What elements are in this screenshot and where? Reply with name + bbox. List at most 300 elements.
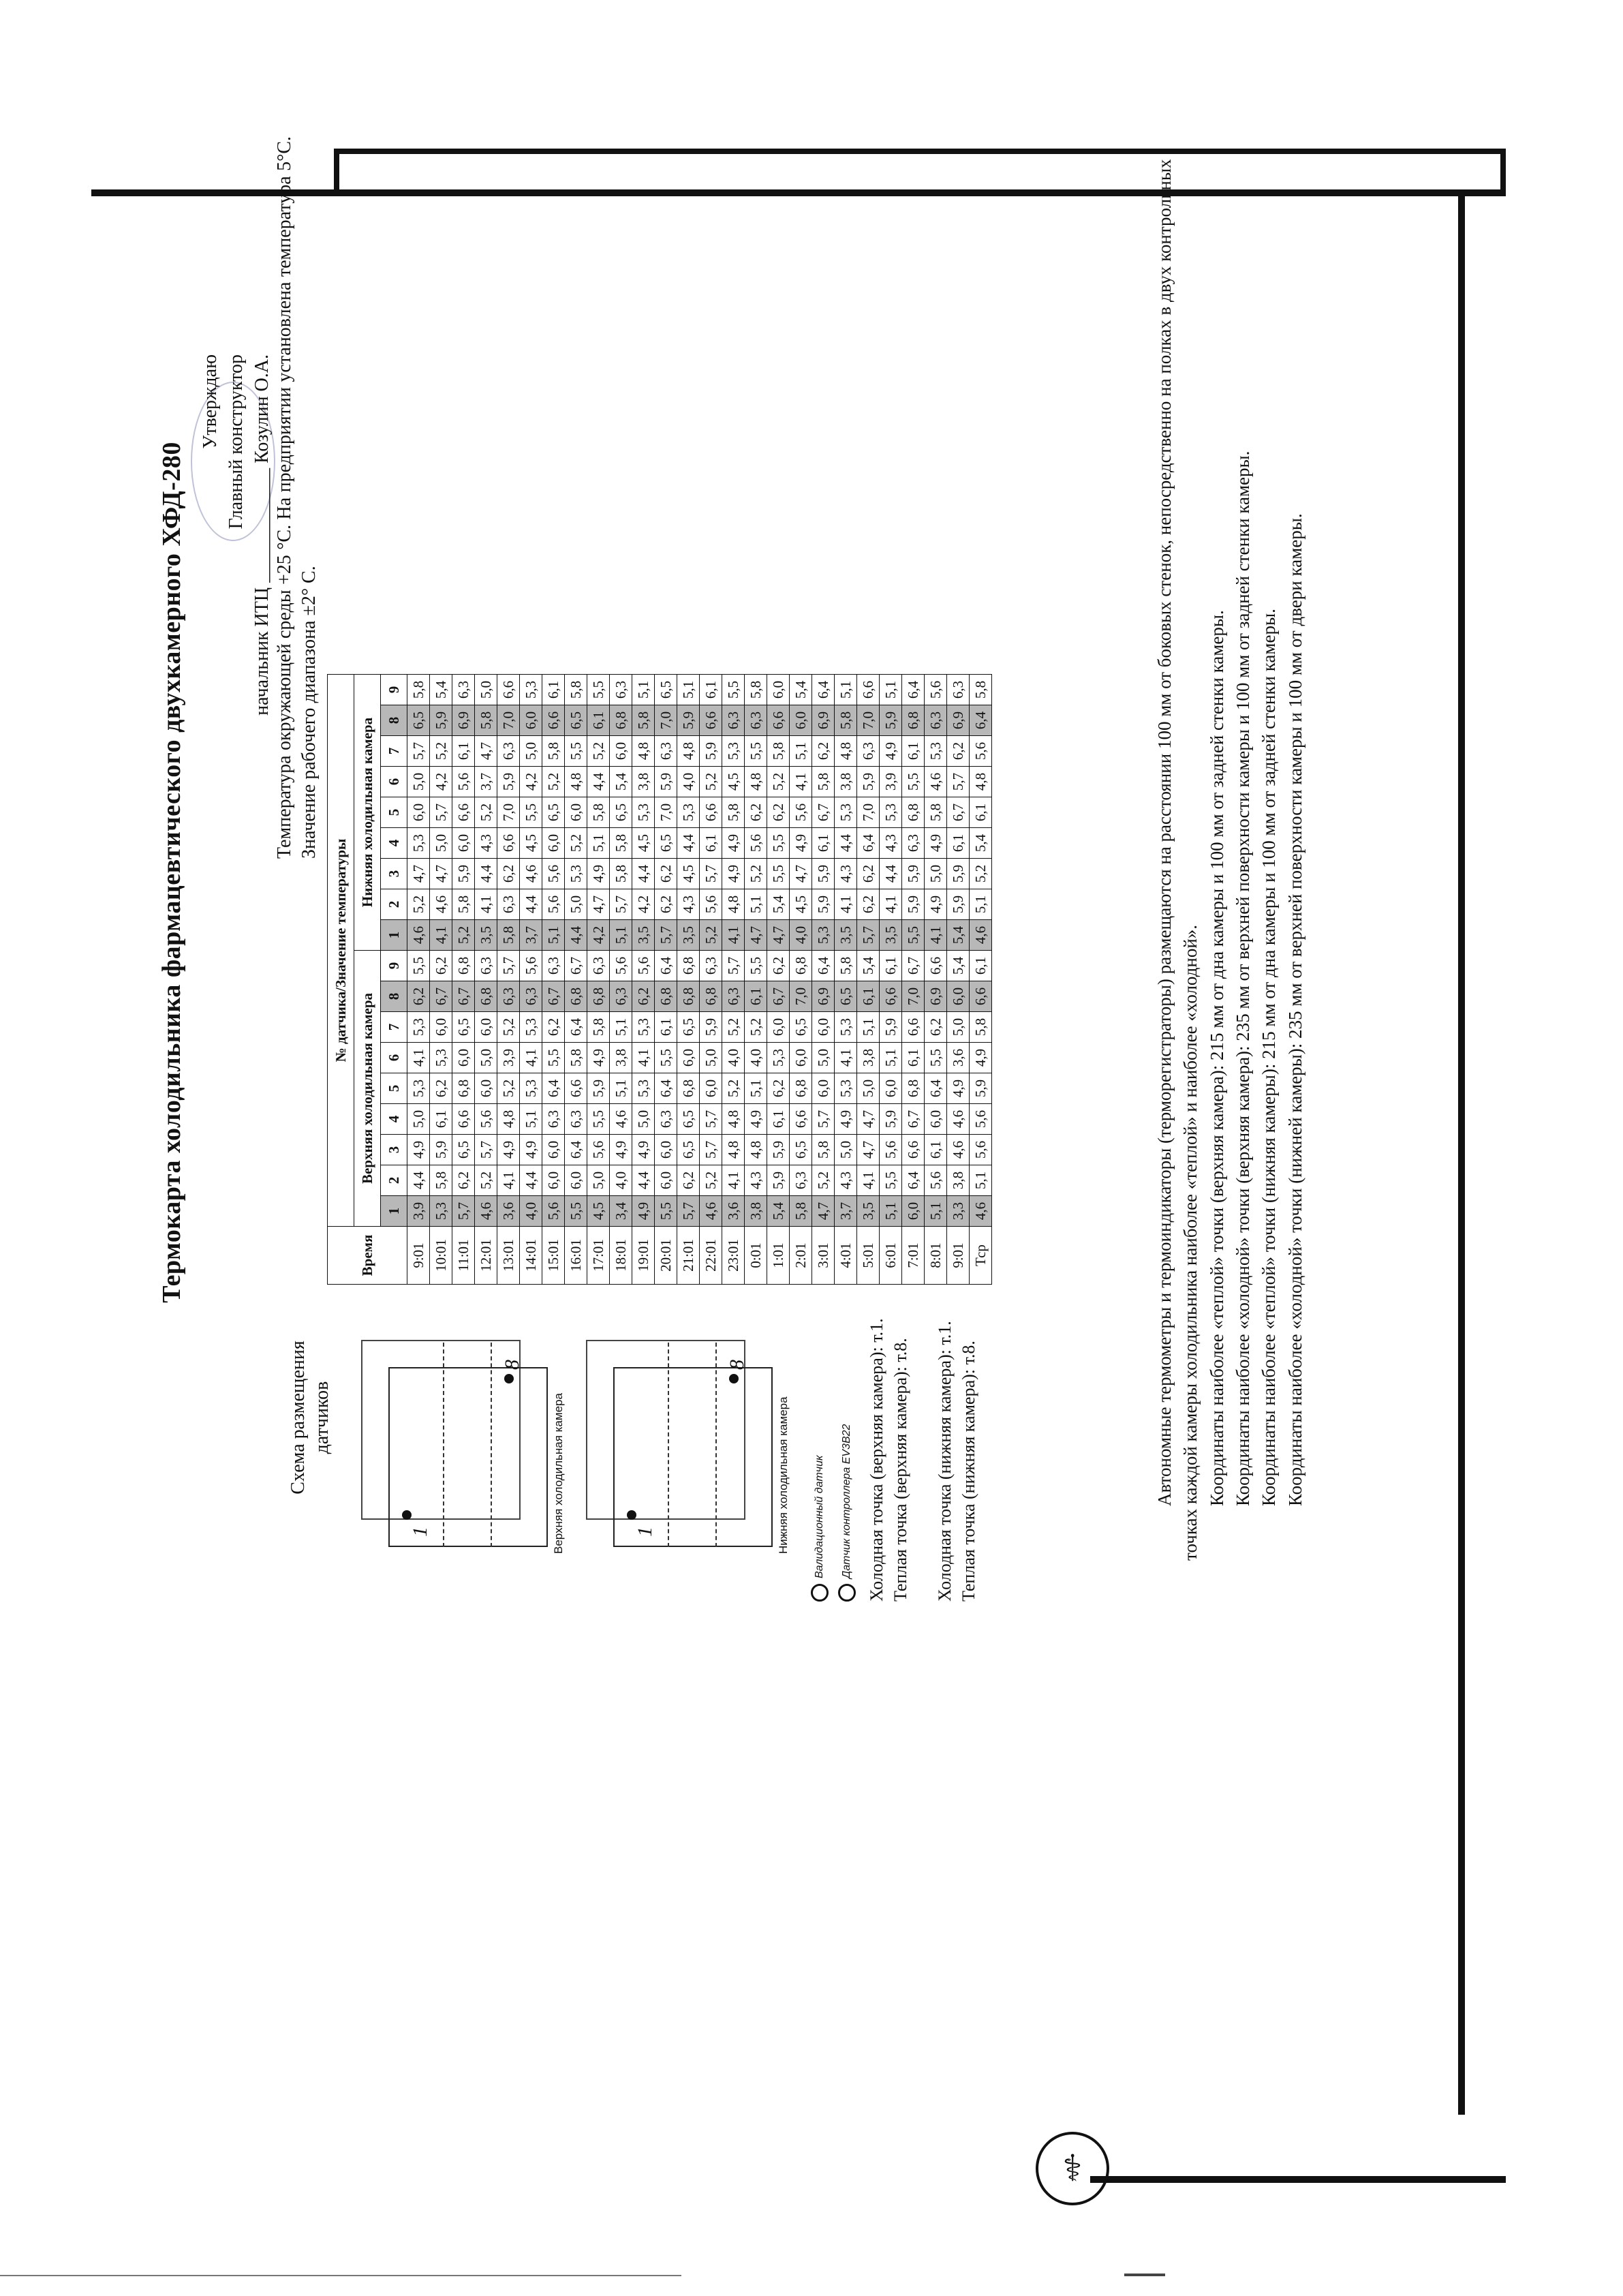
- sensor-number: 2: [381, 1165, 407, 1196]
- lower-temp-cell: 6,5: [655, 828, 677, 859]
- sensor-marker-8: 8: [501, 1360, 523, 1370]
- upper-temp-cell: 6,8: [677, 951, 700, 981]
- lower-temp-cell: 6,5: [407, 705, 430, 736]
- lower-temp-cell: 5,8: [812, 767, 835, 797]
- lower-temp-cell: 5,6: [925, 675, 947, 705]
- table-row: [722, 675, 745, 1285]
- lower-temp-cell: 5,2: [700, 920, 722, 951]
- lower-temp-cell: 6,1: [587, 705, 610, 736]
- lower-temp-cell: 5,8: [610, 828, 632, 859]
- lower-temp-cell: 5,8: [452, 889, 475, 920]
- upper-temp-cell: 6,1: [430, 1104, 452, 1135]
- table-row: [475, 675, 497, 1285]
- sensor-marker-8: 8: [726, 1360, 748, 1370]
- upper-temp-cell: 6,2: [632, 981, 655, 1012]
- upper-temp-cell: 6,2: [407, 981, 430, 1012]
- upper-temp-cell: 4,8: [745, 1135, 767, 1165]
- upper-temp-cell: 6,2: [767, 1073, 790, 1104]
- lower-temp-cell: 4,6: [430, 889, 452, 920]
- upper-temp-cell: 5,8: [970, 1012, 992, 1043]
- lower-temp-cell: 6,3: [655, 736, 677, 767]
- lower-temp-cell: 4,7: [430, 859, 452, 889]
- lower-temp-cell: 4,9: [587, 859, 610, 889]
- upper-temp-cell: 4,1: [407, 1043, 430, 1073]
- upper-temp-cell: 6,9: [812, 981, 835, 1012]
- upper-temp-cell: 6,0: [565, 1165, 587, 1196]
- lower-temp-cell: 5,7: [947, 767, 970, 797]
- upper-temp-cell: 4,1: [857, 1165, 880, 1196]
- lower-temp-cell: 4,0: [790, 920, 812, 951]
- lower-temp-cell: 4,6: [970, 920, 992, 951]
- lower-temp-cell: 3,8: [632, 767, 655, 797]
- upper-temp-cell: 4,4: [632, 1165, 655, 1196]
- lower-temp-cell: 4,2: [520, 767, 542, 797]
- lower-temp-cell: 4,1: [790, 767, 812, 797]
- upper-temp-cell: 4,0: [610, 1165, 632, 1196]
- upper-temp-cell: 4,9: [520, 1135, 542, 1165]
- lower-temp-cell: 5,1: [632, 675, 655, 705]
- table-row: [700, 675, 722, 1285]
- table-row: [947, 675, 970, 1285]
- lower-temp-cell: 4,8: [677, 736, 700, 767]
- lower-temp-cell: 6,4: [902, 675, 925, 705]
- lower-temp-cell: 5,8: [587, 797, 610, 828]
- lower-temp-cell: 5,8: [970, 675, 992, 705]
- lower-temp-cell: 5,9: [880, 705, 902, 736]
- time-cell: 6:01: [880, 1227, 902, 1285]
- upper-temp-cell: 6,0: [947, 981, 970, 1012]
- upper-temp-cell: 5,9: [767, 1135, 790, 1165]
- lower-temp-cell: 5,4: [767, 889, 790, 920]
- lower-temp-cell: 5,6: [542, 889, 565, 920]
- lower-temp-cell: 5,8: [565, 675, 587, 705]
- upper-temp-cell: 6,4: [655, 951, 677, 981]
- lower-temp-cell: 6,5: [610, 797, 632, 828]
- lower-temp-cell: 3,7: [475, 767, 497, 797]
- time-cell: 10:01: [430, 1227, 452, 1285]
- upper-temp-cell: 5,3: [767, 1043, 790, 1073]
- lower-temp-cell: 4,3: [835, 859, 857, 889]
- lower-temp-cell: 5,0: [520, 736, 542, 767]
- time-cell: 5:01: [857, 1227, 880, 1285]
- lower-temp-cell: 6,3: [497, 889, 520, 920]
- upper-temp-cell: 4,6: [475, 1196, 497, 1227]
- upper-temp-cell: 4,1: [632, 1043, 655, 1073]
- approval-line-3: начальник ИТЦ ____________ Козулин О.А.: [251, 354, 273, 716]
- upper-temp-cell: 5,3: [632, 1012, 655, 1043]
- upper-temp-cell: 5,0: [700, 1043, 722, 1073]
- lower-temp-cell: 5,2: [452, 920, 475, 951]
- upper-temp-cell: 6,2: [430, 1073, 452, 1104]
- upper-temp-cell: 5,0: [812, 1043, 835, 1073]
- table-row: [407, 675, 430, 1285]
- legend-controller-text: Датчик контроллера EV3B22: [841, 1424, 853, 1578]
- lower-temp-cell: 5,7: [407, 736, 430, 767]
- upper-temp-cell: 6,5: [677, 1012, 700, 1043]
- upper-temp-cell: 5,0: [407, 1104, 430, 1135]
- controller-sensor-icon: [838, 1584, 856, 1602]
- sensor-number: 5: [381, 797, 407, 828]
- lower-temp-cell: 5,6: [452, 767, 475, 797]
- table-row: [812, 675, 835, 1285]
- note-paragraph: Координаты наиболее «теплой» точки (нижняя камеры): 215 мм от дна камеры и 100 мм от задней стенки камеры.: [1258, 609, 1280, 1506]
- table-row: [767, 675, 790, 1285]
- lower-temp-cell: 5,1: [790, 736, 812, 767]
- upper-temp-cell: 3,9: [497, 1043, 520, 1073]
- upper-temp-cell: 6,6: [452, 1104, 475, 1135]
- upper-temp-cell: 5,6: [520, 951, 542, 981]
- upper-temp-cell: 3,6: [722, 1196, 745, 1227]
- time-cell: 9:01: [947, 1227, 970, 1285]
- upper-temp-cell: 6,2: [542, 1012, 565, 1043]
- upper-temp-cell: 3,5: [857, 1196, 880, 1227]
- upper-temp-cell: 5,5: [542, 1043, 565, 1073]
- lower-temp-cell: 3,9: [880, 767, 902, 797]
- lower-temp-cell: 5,9: [430, 705, 452, 736]
- lower-temp-cell: 5,5: [902, 920, 925, 951]
- lower-temp-cell: 4,5: [722, 767, 745, 797]
- upper-temp-cell: 6,0: [700, 1073, 722, 1104]
- time-cell: 12:01: [475, 1227, 497, 1285]
- lower-temp-cell: 5,8: [767, 736, 790, 767]
- upper-temp-cell: 5,7: [677, 1196, 700, 1227]
- upper-temp-cell: 6,1: [767, 1104, 790, 1135]
- upper-temp-cell: 3,6: [947, 1043, 970, 1073]
- upper-temp-cell: 6,9: [925, 981, 947, 1012]
- lower-temp-cell: 5,5: [565, 736, 587, 767]
- lower-temp-cell: 4,9: [722, 828, 745, 859]
- upper-temp-cell: 5,9: [970, 1073, 992, 1104]
- sensor-marker-1: 1: [409, 1527, 431, 1537]
- lower-temp-cell: 3,7: [520, 920, 542, 951]
- lower-temp-cell: 5,9: [700, 736, 722, 767]
- upper-temp-cell: 5,8: [790, 1196, 812, 1227]
- time-cell: 2:01: [790, 1227, 812, 1285]
- lower-temp-cell: 5,4: [947, 920, 970, 951]
- lower-temp-cell: 5,9: [497, 767, 520, 797]
- upper-temp-cell: 5,0: [587, 1165, 610, 1196]
- upper-temp-cell: 6,3: [610, 981, 632, 1012]
- upper-temp-cell: 6,3: [497, 981, 520, 1012]
- upper-temp-cell: 6,0: [902, 1196, 925, 1227]
- lower-temp-cell: 4,1: [925, 920, 947, 951]
- upper-temp-cell: 6,6: [565, 1073, 587, 1104]
- lower-temp-cell: 5,5: [520, 797, 542, 828]
- time-cell: 20:01: [655, 1227, 677, 1285]
- lower-temp-cell: 6,0: [767, 675, 790, 705]
- lower-temp-cell: 7,0: [857, 797, 880, 828]
- upper-temp-cell: 5,6: [542, 1196, 565, 1227]
- lower-temp-cell: 4,3: [880, 828, 902, 859]
- upper-temp-cell: 5,6: [632, 951, 655, 981]
- upper-temp-cell: 5,5: [655, 1196, 677, 1227]
- upper-temp-cell: 6,0: [790, 1043, 812, 1073]
- lower-temp-cell: 4,9: [790, 828, 812, 859]
- legend-upper-warm: Теплая точка (верхняя камера): т.8.: [891, 1338, 910, 1602]
- upper-temp-cell: 5,2: [745, 1012, 767, 1043]
- lower-temp-cell: 3,8: [835, 767, 857, 797]
- lower-temp-cell: 6,6: [497, 675, 520, 705]
- lower-temp-cell: 4,6: [520, 859, 542, 889]
- upper-temp-cell: 5,6: [880, 1135, 902, 1165]
- lower-temp-cell: 4,8: [722, 889, 745, 920]
- lower-temp-cell: 4,3: [475, 828, 497, 859]
- upper-temp-cell: 5,1: [880, 1043, 902, 1073]
- table-row: [497, 675, 520, 1285]
- lower-temp-cell: 5,9: [902, 859, 925, 889]
- lower-temp-cell: 5,4: [970, 828, 992, 859]
- lower-temp-cell: 7,0: [857, 705, 880, 736]
- lower-temp-cell: 5,9: [812, 859, 835, 889]
- legend-controller-sensor: [838, 1424, 856, 1602]
- lower-temp-cell: 5,3: [520, 675, 542, 705]
- upper-temp-cell: 4,6: [970, 1196, 992, 1227]
- time-cell: 13:01: [497, 1227, 520, 1285]
- upper-temp-cell: 5,8: [430, 1165, 452, 1196]
- upper-temp-cell: 5,7: [700, 1135, 722, 1165]
- upper-temp-cell: 7,0: [902, 981, 925, 1012]
- upper-temp-cell: 7,0: [790, 981, 812, 1012]
- upper-temp-cell: 6,8: [452, 951, 475, 981]
- lower-temp-cell: 6,3: [722, 705, 745, 736]
- upper-temp-cell: 5,6: [475, 1104, 497, 1135]
- lower-temp-cell: 5,5: [722, 675, 745, 705]
- upper-temp-cell: 5,1: [745, 1073, 767, 1104]
- table-row: [902, 675, 925, 1285]
- upper-temp-cell: 4,1: [835, 1043, 857, 1073]
- upper-temp-cell: 3,3: [947, 1196, 970, 1227]
- lower-temp-cell: 6,4: [970, 705, 992, 736]
- sensor-number: 8: [381, 981, 407, 1012]
- table-row: [745, 675, 767, 1285]
- lower-temp-cell: 6,2: [655, 859, 677, 889]
- time-column-header: Время: [328, 1227, 407, 1285]
- upper-temp-cell: 6,6: [790, 1104, 812, 1135]
- lower-temp-cell: 6,2: [745, 797, 767, 828]
- lower-temp-cell: 6,9: [452, 705, 475, 736]
- lower-temp-cell: 4,4: [587, 767, 610, 797]
- lower-temp-cell: 6,5: [542, 797, 565, 828]
- lower-temp-cell: 5,1: [880, 675, 902, 705]
- upper-temp-cell: 5,7: [497, 951, 520, 981]
- time-cell: 1:01: [767, 1227, 790, 1285]
- lower-temp-cell: 4,4: [475, 859, 497, 889]
- legend-lower-warm: Теплая точка (нижняя камера): т.8.: [959, 1341, 978, 1602]
- lower-temp-cell: 5,0: [475, 675, 497, 705]
- lower-temp-cell: 5,2: [430, 736, 452, 767]
- upper-temp-cell: 5,5: [925, 1043, 947, 1073]
- lower-temp-cell: 6,0: [790, 705, 812, 736]
- lower-temp-cell: 3,5: [880, 920, 902, 951]
- lower-temp-cell: 5,2: [475, 797, 497, 828]
- table-row: [430, 675, 452, 1285]
- sensor-marker-1: 1: [634, 1527, 656, 1537]
- upper-temp-cell: 5,1: [610, 1012, 632, 1043]
- scheme-title: Схема размещения датчиков: [288, 1341, 333, 1495]
- note-paragraph: Координаты наиболее «теплой» точки (верхняя камера): 215 мм от дна камеры и 100 мм от задней стенки камеры.: [1206, 610, 1227, 1506]
- lower-temp-cell: 4,4: [632, 859, 655, 889]
- upper-temp-cell: 6,0: [430, 1012, 452, 1043]
- lower-temp-cell: 5,3: [925, 736, 947, 767]
- upper-temp-cell: 6,4: [925, 1073, 947, 1104]
- upper-temp-cell: 6,1: [745, 981, 767, 1012]
- lower-temp-cell: 5,6: [745, 828, 767, 859]
- lower-temp-cell: 7,0: [655, 705, 677, 736]
- sensor-number: 3: [381, 859, 407, 889]
- lower-temp-cell: 5,8: [407, 675, 430, 705]
- lower-temp-cell: 5,0: [430, 828, 452, 859]
- lower-temp-cell: 6,1: [700, 675, 722, 705]
- lower-temp-cell: 4,4: [520, 889, 542, 920]
- sensor-dot-8: [504, 1374, 514, 1383]
- time-cell: 4:01: [835, 1227, 857, 1285]
- upper-temp-cell: 6,3: [587, 951, 610, 981]
- lower-temp-cell: 6,5: [565, 705, 587, 736]
- time-cell: 15:01: [542, 1227, 565, 1285]
- upper-temp-cell: 6,0: [475, 1012, 497, 1043]
- lower-temp-cell: 5,4: [610, 767, 632, 797]
- lower-temp-cell: 5,6: [542, 859, 565, 889]
- lower-temp-cell: 4,8: [970, 767, 992, 797]
- lower-temp-cell: 5,3: [677, 797, 700, 828]
- lower-chamber-diagram: [572, 1322, 790, 1567]
- upper-temp-cell: 5,3: [520, 1012, 542, 1043]
- upper-temp-cell: 4,6: [947, 1104, 970, 1135]
- lower-temp-cell: 5,5: [745, 736, 767, 767]
- upper-temp-cell: 6,3: [565, 1104, 587, 1135]
- upper-temp-cell: 6,3: [700, 951, 722, 981]
- upper-temp-cell: 5,5: [407, 951, 430, 981]
- upper-temp-cell: 5,9: [430, 1135, 452, 1165]
- lower-temp-cell: 4,5: [790, 889, 812, 920]
- lower-temp-cell: 5,2: [565, 828, 587, 859]
- upper-temp-cell: 6,7: [452, 981, 475, 1012]
- lower-temp-cell: 6,2: [857, 859, 880, 889]
- upper-temp-cell: 4,9: [632, 1135, 655, 1165]
- upper-temp-cell: 6,7: [430, 981, 452, 1012]
- upper-temp-cell: 6,1: [655, 1012, 677, 1043]
- lower-temp-cell: 4,2: [430, 767, 452, 797]
- upper-temp-cell: 4,4: [407, 1165, 430, 1196]
- upper-temp-cell: 5,1: [520, 1104, 542, 1135]
- rotated-document: [157, 123, 1329, 1622]
- upper-temp-cell: 3,8: [745, 1196, 767, 1227]
- upper-temp-cell: 6,5: [790, 1012, 812, 1043]
- lower-temp-cell: 5,0: [407, 767, 430, 797]
- upper-temp-cell: 4,0: [520, 1196, 542, 1227]
- lower-temp-cell: 5,0: [925, 859, 947, 889]
- upper-temp-cell: 6,0: [925, 1104, 947, 1135]
- upper-temp-cell: 5,0: [835, 1135, 857, 1165]
- upper-temp-cell: 6,5: [452, 1135, 475, 1165]
- lower-temp-cell: 5,9: [947, 889, 970, 920]
- notes-block: [1151, 157, 1308, 1561]
- lower-temp-cell: 5,2: [587, 736, 610, 767]
- approval-block: [198, 354, 275, 716]
- lower-temp-cell: 5,5: [902, 767, 925, 797]
- approval-line-1: Утверждаю: [200, 354, 221, 449]
- lower-temp-cell: 4,6: [407, 920, 430, 951]
- legend-validation-text: Валидационный датчик: [814, 1455, 826, 1578]
- upper-temp-cell: 6,2: [430, 951, 452, 981]
- upper-temp-cell: 5,4: [857, 951, 880, 981]
- upper-temp-cell: 5,7: [475, 1135, 497, 1165]
- frame-bottom-line: [1090, 2176, 1506, 2183]
- lower-temp-cell: 5,2: [970, 859, 992, 889]
- upper-temp-cell: 5,6: [587, 1135, 610, 1165]
- upper-temp-cell: 3,9: [407, 1196, 430, 1227]
- upper-temp-cell: 6,3: [655, 1104, 677, 1135]
- sensor-number: 3: [381, 1135, 407, 1165]
- lower-temp-cell: 4,1: [835, 889, 857, 920]
- lower-temp-cell: 4,7: [475, 736, 497, 767]
- upper-temp-cell: 5,2: [475, 1165, 497, 1196]
- lower-temp-cell: 6,3: [610, 675, 632, 705]
- lower-temp-cell: 5,4: [430, 675, 452, 705]
- sensor-number: 8: [381, 705, 407, 736]
- upper-temp-cell: 6,7: [565, 951, 587, 981]
- upper-temp-cell: 6,4: [902, 1165, 925, 1196]
- time-cell: 8:01: [925, 1227, 947, 1285]
- lower-temp-cell: 5,7: [610, 889, 632, 920]
- lower-temp-cell: 4,5: [677, 859, 700, 889]
- upper-temp-cell: 6,3: [542, 951, 565, 981]
- lower-temp-cell: 6,0: [407, 797, 430, 828]
- upper-temp-cell: 4,0: [745, 1043, 767, 1073]
- lower-temp-cell: 6,0: [565, 797, 587, 828]
- lower-temp-cell: 6,1: [700, 828, 722, 859]
- lower-temp-cell: 4,1: [722, 920, 745, 951]
- upper-temp-cell: 5,5: [565, 1196, 587, 1227]
- time-cell: 14:01: [520, 1227, 542, 1285]
- table-header-row: [354, 675, 381, 1285]
- lower-temp-cell: 5,6: [790, 797, 812, 828]
- upper-temp-cell: 5,3: [430, 1043, 452, 1073]
- upper-temp-cell: 5,1: [970, 1165, 992, 1196]
- sensor-dot-1: [627, 1510, 636, 1520]
- lower-temp-cell: 4,9: [880, 736, 902, 767]
- upper-temp-cell: 5,9: [767, 1165, 790, 1196]
- lower-chamber-header: Нижняя холодильная камера: [354, 675, 381, 951]
- lower-temp-cell: 5,8: [745, 675, 767, 705]
- table-row: [610, 675, 632, 1285]
- time-cell: 0:01: [745, 1227, 767, 1285]
- lower-temp-cell: 5,5: [587, 675, 610, 705]
- upper-temp-cell: 5,3: [632, 1073, 655, 1104]
- upper-temp-cell: 4,7: [857, 1135, 880, 1165]
- table-row: [925, 675, 947, 1285]
- upper-temp-cell: 4,3: [745, 1165, 767, 1196]
- lower-temp-cell: 6,6: [542, 705, 565, 736]
- lower-temp-cell: 4,8: [745, 767, 767, 797]
- lower-temp-cell: 6,0: [542, 828, 565, 859]
- time-cell: 16:01: [565, 1227, 587, 1285]
- upper-temp-cell: 6,8: [565, 981, 587, 1012]
- lower-temp-cell: 5,7: [857, 920, 880, 951]
- note-paragraph: Автономные термометры и термоиндикаторы (терморегистраторы) размещаются на расстоянии 100 мм от боковых стенок, непосредственно на полках в двух контрольных точках каждой камеры холодильника наиболее «теплой» и наиболее «холодной».: [1154, 159, 1201, 1561]
- upper-temp-cell: 6,8: [790, 1073, 812, 1104]
- upper-temp-cell: 4,1: [520, 1043, 542, 1073]
- upper-temp-cell: 4,1: [722, 1165, 745, 1196]
- lower-temp-cell: 6,1: [542, 675, 565, 705]
- lower-temp-cell: 6,3: [857, 736, 880, 767]
- upper-temp-cell: 6,8: [700, 981, 722, 1012]
- upper-temp-cell: 5,3: [835, 1012, 857, 1043]
- upper-temp-cell: 5,6: [970, 1135, 992, 1165]
- legend-upper-cold: Холодная точка (верхняя камера): т.1.: [867, 1318, 886, 1602]
- lower-temp-cell: 4,0: [677, 767, 700, 797]
- upper-temp-cell: 5,2: [812, 1165, 835, 1196]
